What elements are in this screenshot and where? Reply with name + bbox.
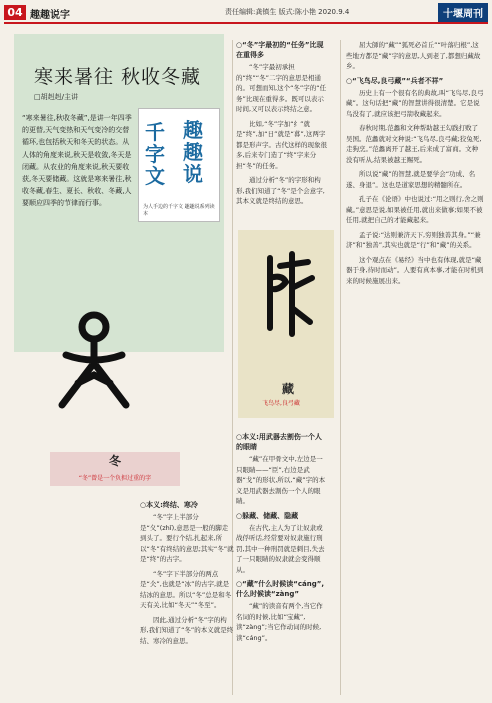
column-title: 趣趣说字 xyxy=(30,10,70,21)
section-heading: ○躲藏、储藏、隐藏 xyxy=(236,511,299,520)
book-subtitle: 为人手边的千字文 趣趣说系列读本 xyxy=(143,204,215,217)
column-3 xyxy=(346,40,484,290)
paragraph: “冬”字上半部分是“夂”(zhǐ),意思是一般的脚走到头了。要行个结,扎起来,所以“冬”有终结的意思;其实“冬”就是“终”的古字。 xyxy=(140,513,234,563)
paragraph: “藏”在甲骨文中,左边是一只眼睛——“臣”,右边是武器“戈”的形状,所以,“藏”字的本义是用武器去割伤一个人的眼睛。 xyxy=(236,455,326,505)
column-2b xyxy=(236,432,328,647)
paragraph: 孔子在《论语》中也说过:“用之则行,舍之则藏。”意思是说,如果被任用,就出来做事;如果不被任用,就把自己的才能藏起来。 xyxy=(346,195,484,224)
paragraph: 春秋时期,范蠡和文种帮助越王勾践打败了吴国。范蠡就对文种说:“飞鸟尽,良弓藏;狡兔死,走狗烹。”范蠡离开了越王,后来成了富商。文种没有听从,结果被越王赐死。 xyxy=(346,124,482,164)
section-heading: ○本义:用武器去割伤一个人的眼睛 xyxy=(236,433,322,451)
paragraph: “冬”字最初承担的“终”“冬”二字的意思是相通的。可想而知,这个“冬”字的“任务”比现在重得多。既可以表示时间,又可以表示终结之意。 xyxy=(236,63,327,113)
section-heading: ○“飞鸟尽,良弓藏”“兵者不祥” xyxy=(346,76,444,85)
dong-char: 冬 xyxy=(108,454,121,468)
section-heading: ○“冬”字最初的“任务”比现在重得多 xyxy=(236,41,324,59)
feature-title: 寒来暑往 秋收冬藏 xyxy=(34,66,202,88)
paragraph: 比如,“冬”字加“纟”就是“终”,加“日”就是“暮”,这两字都是形声字。古代这样的现象很多,后来专门造了“终”字来分担“冬”的任务。 xyxy=(236,119,327,170)
paragraph: 因此,通过分析“冬”字的构形,我们知道了“冬”的本义就是终结、寒冷的意思。 xyxy=(140,615,234,645)
editor-credits: 责任编辑:龚镇生 版式:陈小艳 2020.9.4 xyxy=(225,8,350,16)
book-title-left: 千字文 xyxy=(145,120,165,188)
column-divider xyxy=(340,40,341,695)
dong-ancient-glyph-icon xyxy=(44,305,144,415)
paragraph: 通过分析“冬”的字形和构形,我们知道了“冬”是个会意字,其本义就是终结的意思。 xyxy=(236,176,325,205)
paragraph: 历史上有一个很有名的典故,叫“飞鸟尽,良弓藏”。这句话把“藏”的智慧讲得很清楚。它是说鸟没有了,就应该把弓箭收藏起来。 xyxy=(346,88,484,118)
dong-caption: “冬”曾是一个负担过重的字 xyxy=(78,475,152,482)
newspaper-brand: 十堰周刊 xyxy=(438,3,488,22)
feature-lead: “寒来暑往,秋收冬藏”,是讲一年四季的更替,天气变热和天气变冷的交替循环,也包括秋天和冬天的状态。从人体的角度来说,秋天是收敛,冬天是闭藏。从农业的角度来说,秋天要收获,冬天要储藏。这就是寒来暑往,秋收冬藏,春生、夏长、秋收、冬藏,人要顺应四季的节律而行事。 xyxy=(22,114,132,208)
book-title-right: 趣趣说 xyxy=(183,118,203,186)
paragraph: 这个观点在《易经》当中也有体现,就是“藏器于身,待时而动”。人要有真本事,才能在时机到来的时候施展出来。 xyxy=(346,255,484,285)
paragraph: “藏”的读音有两个,当它作名词的时候,比如“宝藏”,读“zàng”;当它作动词的时候,读“cáng”。 xyxy=(236,602,323,642)
paragraph: 孟子说:“达则兼济天下,穷则独善其身。”“兼济”和“独善”,其实也就是“行”和“藏”的关系。 xyxy=(346,230,481,249)
paragraph: 所以说“藏”的智慧,就是要学会“功成、名遂、身退”。这也是道家思想的精髓所在。 xyxy=(346,170,476,189)
book-cover-image xyxy=(138,108,220,222)
cang-ancient-glyph-icon xyxy=(258,248,318,338)
feature-byline: □胡赳赳/主讲 xyxy=(34,93,78,101)
dong-caption-box xyxy=(50,452,180,486)
section-heading: ○“藏”什么时候读“cáng”,什么时候读“zàng” xyxy=(236,580,325,598)
column-1 xyxy=(140,500,234,650)
page-number: 04 xyxy=(4,5,26,20)
column-2 xyxy=(236,40,328,211)
paragraph: 在古代,主人为了让奴隶或战俘听话,经常要对奴隶施行刑罚,其中一种刑罚就是刺目,失去了一只眼睛的奴隶就会变得顺从。 xyxy=(236,523,325,574)
cang-char: 藏 xyxy=(282,382,295,396)
page-header xyxy=(0,0,492,26)
section-heading: ○本义:终结、寒冷 xyxy=(140,501,198,509)
cang-caption: 飞鸟尽,良弓藏 xyxy=(262,400,300,407)
header-rule xyxy=(4,22,488,24)
paragraph: 屈大師的“藏”“狐死必首丘”“叶落归根”,这些地方都是“藏”字的意思,人到老了,都想归藏故乡。 xyxy=(346,41,481,70)
paragraph: “冬”字下半部分的两点是“仌”,也就是“冰”的古字,就是结冰的意思。所以“冬”总是和冬天有关,比如“冬天”“冬至”。 xyxy=(140,569,232,609)
